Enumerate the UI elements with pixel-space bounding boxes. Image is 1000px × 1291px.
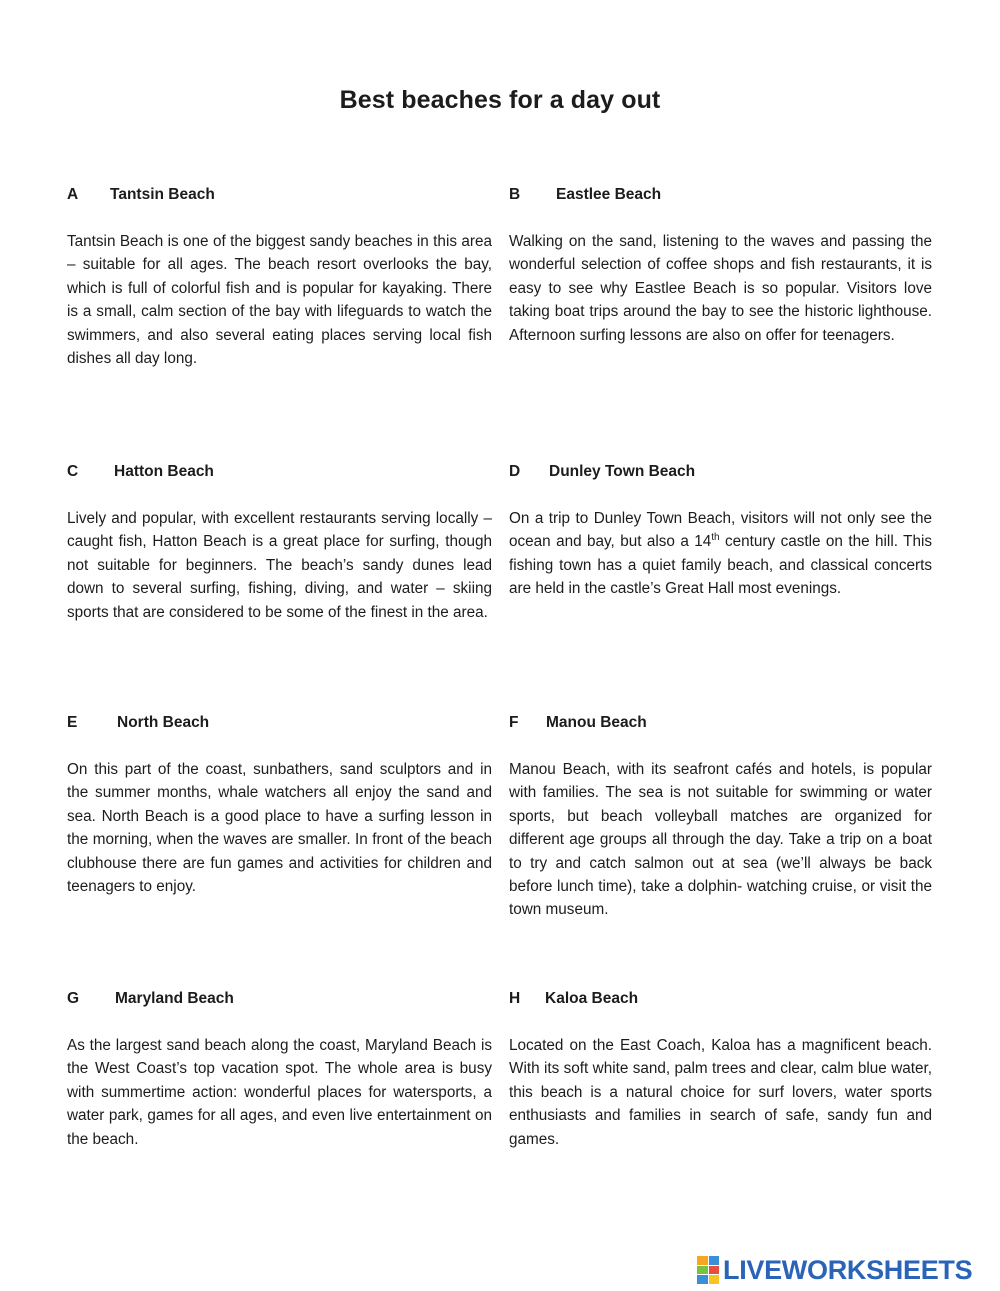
section-c [67,461,492,624]
section-d [509,461,932,601]
section-letter: A [67,186,79,203]
section-heading [67,988,492,1010]
section-g [67,988,492,1151]
section-heading [509,712,932,734]
section-letter: H [509,990,521,1007]
section-text: Tantsin Beach is one of the biggest sandy beaches in this area – suitable for all ages. The beach resort overlooks the bay, which is full of colorful fish and is popular for kayaking. There is a small, calm section of the bay with lifeguards to watch the swimmers, and also several eating places serving local fish dishes all day long. [67,233,492,368]
section-a [67,184,492,370]
section-name: Manou Beach [546,714,647,731]
section-name: Tantsin Beach [110,186,215,203]
liveworksheets-logo [697,1254,993,1286]
section-text: Lively and popular, with excellent restaurants serving locally – caught fish, Hatton Beach is a great place for surfing, though not suitable for beginners. The beach’s sandy dunes lead down to several surfing, fishing, diving, and water – skiing sports that are considered to be some of the finest in the area. [67,510,492,621]
section-name: Hatton Beach [114,463,214,480]
section-heading [509,988,932,1010]
section-letter: E [67,714,78,731]
section-letter: B [509,186,521,203]
section-name: North Beach [117,714,210,731]
section-heading [67,461,492,483]
section-text: As the largest sand beach along the coast, Maryland Beach is the West Coast’s top vacation spot. The whole area is busy with summertime action: wonderful places for watersports, a water park, games for all ages, and even live entertainment on the beach. [67,1037,492,1148]
section-name: Dunley Town Beach [549,463,696,480]
section-f [509,712,932,922]
section-heading [67,184,492,206]
section-letter: D [509,463,521,480]
section-letter: C [67,463,79,480]
section-h [509,988,932,1151]
section-text: Manou Beach, with its seafront cafés and hotels, is popular with families. The sea is not suitable for swimming or water sports, but beach volleyball matches are organized for different age groups all through the day. Take a trip on a boat to try and catch salmon out at sea (we’ll always be back before lunch time), take a dolphin- watching cruise, or visit the town museum. [509,761,932,919]
section-name: Maryland Beach [115,990,234,1007]
section-heading [509,461,932,483]
section-letter: F [509,714,519,731]
page-title: Best beaches for a day out [339,86,661,114]
liveworksheets-logo-icon [697,1256,719,1284]
section-text: On this part of the coast, sunbathers, sand sculptors and in the summer months, whale watchers all enjoy the sand and sea. North Beach is a good place to have a surfing lesson in the morning, when the waves are smaller. In front of the beach clubhouse there are fun games and activities for children and teenagers to enjoy. [67,761,492,896]
section-heading [67,712,492,734]
section-e [67,712,492,898]
section-name: Eastlee Beach [556,186,662,203]
section-b [509,184,932,347]
section-letter: G [67,990,80,1007]
section-text: Walking on the sand, listening to the waves and passing the wonderful selection of coffee shops and fish restaurants, it is easy to see why Eastlee Beach is so popular. Visitors love taking boat trips around the bay to see the historic lighthouse. Afternoon surfing lessons are also on offer for teenagers. [509,233,932,344]
ordinal-superscript: th [711,532,720,544]
section-heading [509,184,932,206]
section-name: Kaloa Beach [545,990,639,1007]
section-text: Located on the East Coach, Kaloa has a magnificent beach. With its soft white sand, palm trees and clear, calm blue water, this beach is a natural choice for surf lovers, water sports enthusiasts and families in search of safe, sandy fun and games. [509,1037,932,1148]
logo-text: LIVEWORKSHEETS [723,1254,973,1285]
section-text: On a trip to Dunley Town Beach, visitors will not only see the ocean and bay, but also a 14th century castle on the hill. This fishing town has a quiet family beach, and classical concerts are held in the castle’s Great Hall most evenings. [509,510,932,598]
